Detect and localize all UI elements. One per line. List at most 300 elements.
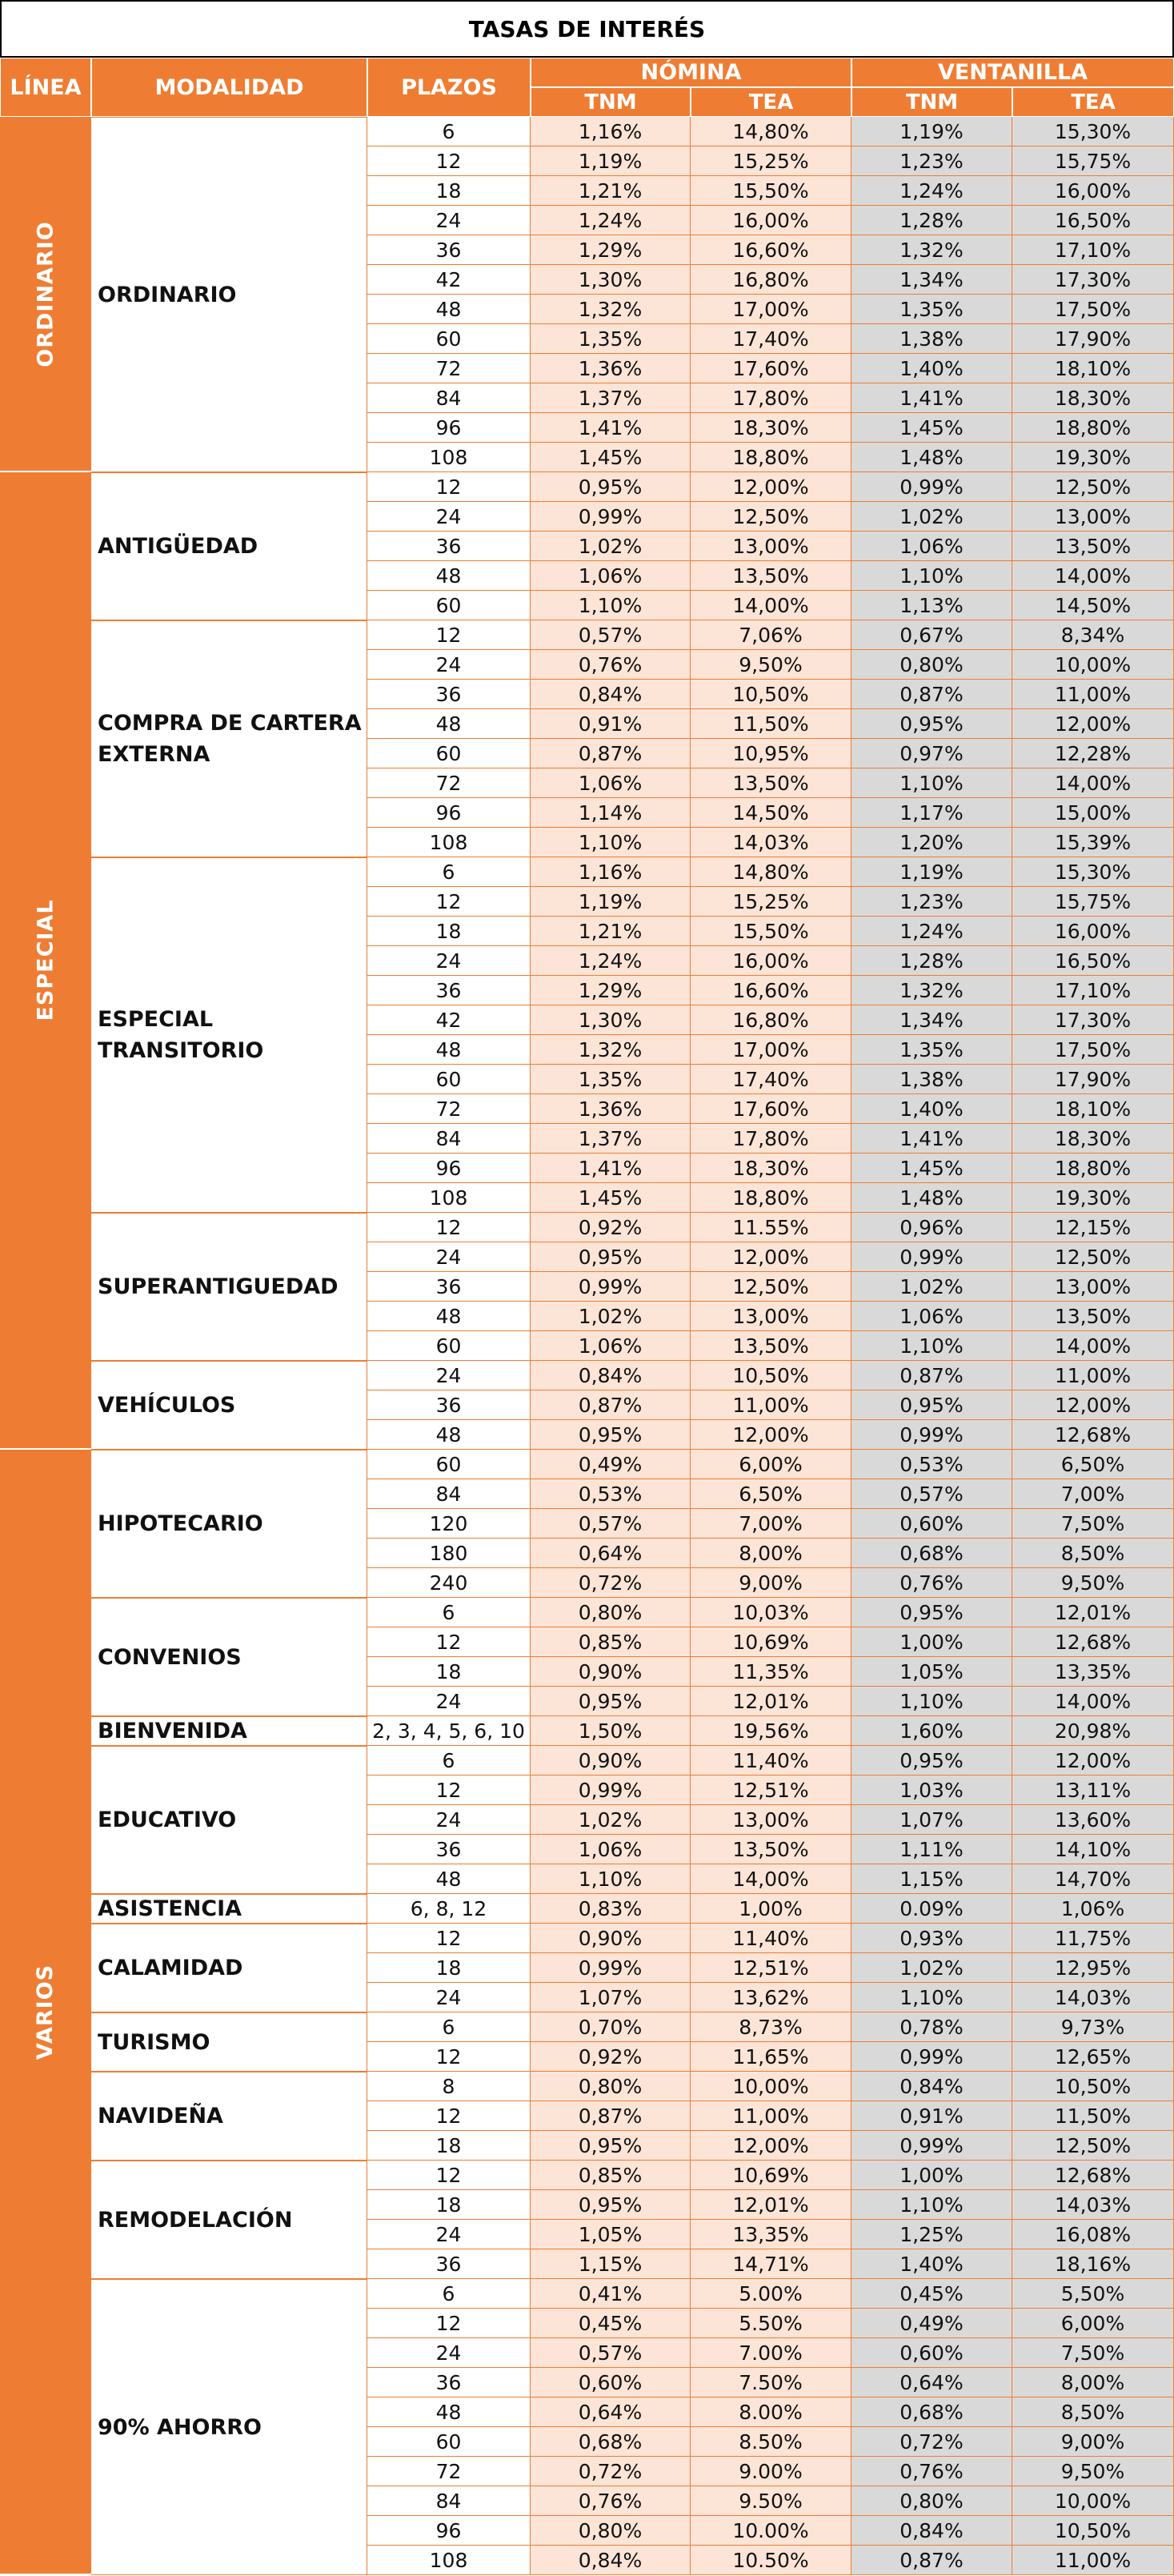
nomina-tnm-cell: 0,76% <box>531 2486 691 2516</box>
nomina-tea-cell: 14,80% <box>691 857 851 887</box>
nomina-tnm-cell: 1,10% <box>531 1864 691 1894</box>
ventanilla-tnm-cell: 0,99% <box>851 2131 1012 2161</box>
nomina-tnm-cell: 1,35% <box>531 1065 691 1094</box>
plazo-cell: 24 <box>367 1983 531 2012</box>
ventanilla-tnm-cell: 1,13% <box>851 591 1012 620</box>
linea-cell <box>0 117 91 472</box>
ventanilla-tea-cell: 14,00% <box>1012 1331 1174 1361</box>
ventanilla-tnm-cell: 1,10% <box>851 1331 1012 1361</box>
nomina-tea-cell: 14,00% <box>691 591 851 620</box>
plazo-cell: 12 <box>367 1776 531 1805</box>
nomina-tea-cell: 16,60% <box>691 235 851 265</box>
ventanilla-tnm-cell: 1,35% <box>851 295 1012 324</box>
nomina-tea-cell: 10,69% <box>691 2161 851 2190</box>
nomina-tnm-cell: 1,45% <box>531 1183 691 1213</box>
ventanilla-tea-cell: 8,00% <box>1012 2368 1174 2397</box>
nomina-tnm-cell: 0,68% <box>531 2427 691 2457</box>
table-title: TASAS DE INTERÉS <box>0 0 1174 58</box>
ventanilla-tnm-cell: 1,38% <box>851 324 1012 354</box>
nomina-tea-cell: 17,60% <box>691 354 851 383</box>
ventanilla-tnm-cell: 0,95% <box>851 1598 1012 1627</box>
ventanilla-tea-cell: 14,03% <box>1012 2190 1174 2220</box>
ventanilla-tea-cell: 14,00% <box>1012 561 1174 591</box>
ventanilla-tnm-cell: 1,19% <box>851 117 1012 146</box>
ventanilla-tnm-cell: 1,40% <box>851 354 1012 383</box>
nomina-tea-cell: 5.00% <box>691 2279 851 2309</box>
nomina-tea-cell: 9,50% <box>691 650 851 680</box>
ventanilla-tnm-cell: 0,99% <box>851 1420 1012 1450</box>
plazo-cell: 36 <box>367 2249 531 2279</box>
ventanilla-tea-cell: 12,01% <box>1012 1598 1174 1627</box>
ventanilla-tea-cell: 12,15% <box>1012 1213 1174 1242</box>
nomina-tea-cell: 12,51% <box>691 1953 851 1983</box>
nomina-tea-cell: 18,80% <box>691 443 851 472</box>
plazo-cell: 12 <box>367 1213 531 1242</box>
ventanilla-tnm-cell: 1,10% <box>851 1983 1012 2012</box>
nomina-tnm-cell: 1,41% <box>531 413 691 443</box>
ventanilla-tea-cell: 13,00% <box>1012 1272 1174 1302</box>
nomina-tnm-cell: 0,91% <box>531 709 691 739</box>
nomina-tea-cell: 7.00% <box>691 2338 851 2368</box>
nomina-tnm-cell: 0,87% <box>531 2101 691 2131</box>
plazo-cell: 18 <box>367 2190 531 2220</box>
ventanilla-tnm-cell: 0,80% <box>851 650 1012 680</box>
ventanilla-tea-cell: 12,95% <box>1012 1953 1174 1983</box>
nomina-tea-cell: 12,01% <box>691 2190 851 2220</box>
plazo-cell: 84 <box>367 383 531 413</box>
nomina-tnm-cell: 1,16% <box>531 117 691 146</box>
ventanilla-tea-cell: 17,30% <box>1012 1005 1174 1035</box>
nomina-tea-cell: 8.50% <box>691 2427 851 2457</box>
plazo-cell: 60 <box>367 2427 531 2457</box>
nomina-tnm-cell: 1,14% <box>531 798 691 828</box>
plazo-cell: 48 <box>367 295 531 324</box>
nomina-tea-cell: 12,51% <box>691 1776 851 1805</box>
modalidad-cell: HIPOTECARIO <box>91 1450 367 1598</box>
nomina-tea-cell: 10,00% <box>691 2072 851 2101</box>
header-ventanilla-tea: TEA <box>1012 87 1174 117</box>
plazo-cell: 48 <box>367 561 531 591</box>
plazo-cell: 6 <box>367 117 531 146</box>
plazo-cell: 8 <box>367 2072 531 2101</box>
linea-cell <box>0 472 91 1450</box>
linea-label: ESPECIAL <box>33 899 58 1021</box>
ventanilla-tea-cell: 5,50% <box>1012 2279 1174 2309</box>
ventanilla-tea-cell: 11,00% <box>1012 1361 1174 1390</box>
nomina-tnm-cell: 0,70% <box>531 2012 691 2042</box>
nomina-tnm-cell: 1,21% <box>531 176 691 206</box>
modalidad-cell: ESPECIAL TRANSITORIO <box>91 857 367 1213</box>
ventanilla-tnm-cell: 1,41% <box>851 383 1012 413</box>
linea-cell <box>0 1450 91 2575</box>
ventanilla-tea-cell: 17,10% <box>1012 976 1174 1005</box>
ventanilla-tea-cell: 11,00% <box>1012 2546 1174 2575</box>
nomina-tnm-cell: 0,95% <box>531 1687 691 1716</box>
nomina-tea-cell: 10,69% <box>691 1627 851 1657</box>
ventanilla-tea-cell: 8,50% <box>1012 1539 1174 1568</box>
nomina-tnm-cell: 0,84% <box>531 1361 691 1390</box>
ventanilla-tnm-cell: 0,78% <box>851 2012 1012 2042</box>
plazo-cell: 36 <box>367 532 531 561</box>
nomina-tnm-cell: 0,85% <box>531 2161 691 2190</box>
header-nomina: NÓMINA <box>531 58 851 87</box>
plazo-cell: 48 <box>367 2397 531 2427</box>
ventanilla-tnm-cell: 0,95% <box>851 1390 1012 1420</box>
plazo-cell: 120 <box>367 1509 531 1539</box>
modalidad-cell: TURISMO <box>91 2012 367 2072</box>
ventanilla-tnm-cell: 1,24% <box>851 176 1012 206</box>
ventanilla-tnm-cell: 1,19% <box>851 857 1012 887</box>
ventanilla-tnm-cell: 1,10% <box>851 2190 1012 2220</box>
nomina-tnm-cell: 1,41% <box>531 1154 691 1183</box>
plazo-cell: 12 <box>367 2101 531 2131</box>
plazo-cell: 12 <box>367 146 531 176</box>
ventanilla-tea-cell: 12,68% <box>1012 1420 1174 1450</box>
nomina-tnm-cell: 0,99% <box>531 1776 691 1805</box>
ventanilla-tnm-cell: 1,17% <box>851 798 1012 828</box>
ventanilla-tnm-cell: 0,95% <box>851 709 1012 739</box>
header-ventanilla: VENTANILLA <box>851 58 1174 87</box>
ventanilla-tnm-cell: 1,41% <box>851 1124 1012 1154</box>
ventanilla-tea-cell: 12,28% <box>1012 739 1174 768</box>
nomina-tea-cell: 6,00% <box>691 1450 851 1479</box>
ventanilla-tea-cell: 17,50% <box>1012 1035 1174 1065</box>
nomina-tnm-cell: 1,06% <box>531 1835 691 1864</box>
nomina-tnm-cell: 1,06% <box>531 561 691 591</box>
nomina-tnm-cell: 0,80% <box>531 1598 691 1627</box>
nomina-tea-cell: 8,00% <box>691 1539 851 1568</box>
nomina-tea-cell: 12,00% <box>691 472 851 502</box>
ventanilla-tea-cell: 12,00% <box>1012 1746 1174 1776</box>
ventanilla-tea-cell: 17,90% <box>1012 1065 1174 1094</box>
nomina-tea-cell: 13,00% <box>691 1302 851 1331</box>
plazo-cell: 12 <box>367 1627 531 1657</box>
nomina-tea-cell: 11,65% <box>691 2042 851 2072</box>
nomina-tnm-cell: 0,99% <box>531 1272 691 1302</box>
ventanilla-tea-cell: 20,98% <box>1012 1716 1174 1746</box>
nomina-tea-cell: 17,00% <box>691 1035 851 1065</box>
ventanilla-tnm-cell: 1,45% <box>851 413 1012 443</box>
ventanilla-tnm-cell: 1,23% <box>851 146 1012 176</box>
nomina-tea-cell: 13,35% <box>691 2220 851 2249</box>
nomina-tea-cell: 5.50% <box>691 2309 851 2338</box>
nomina-tnm-cell: 1,16% <box>531 857 691 887</box>
nomina-tea-cell: 15,25% <box>691 887 851 917</box>
ventanilla-tea-cell: 10,00% <box>1012 2486 1174 2516</box>
nomina-tnm-cell: 1,45% <box>531 443 691 472</box>
plazo-cell: 108 <box>367 1183 531 1213</box>
nomina-tea-cell: 16,60% <box>691 976 851 1005</box>
nomina-tea-cell: 14,71% <box>691 2249 851 2279</box>
nomina-tea-cell: 8,73% <box>691 2012 851 2042</box>
plazo-cell: 48 <box>367 709 531 739</box>
nomina-tnm-cell: 1,37% <box>531 383 691 413</box>
nomina-tea-cell: 13,50% <box>691 1331 851 1361</box>
ventanilla-tnm-cell: 1,48% <box>851 1183 1012 1213</box>
nomina-tea-cell: 14,00% <box>691 1864 851 1894</box>
nomina-tnm-cell: 0,95% <box>531 2190 691 2220</box>
nomina-tnm-cell: 1,29% <box>531 235 691 265</box>
plazo-cell: 36 <box>367 2368 531 2397</box>
ventanilla-tnm-cell: 0,97% <box>851 739 1012 768</box>
ventanilla-tnm-cell: 1,00% <box>851 1627 1012 1657</box>
nomina-tnm-cell: 0,95% <box>531 1242 691 1272</box>
ventanilla-tea-cell: 18,30% <box>1012 1124 1174 1154</box>
nomina-tnm-cell: 0,53% <box>531 1479 691 1509</box>
nomina-tnm-cell: 0,83% <box>531 1894 691 1924</box>
plazo-cell: 24 <box>367 1361 531 1390</box>
modalidad-cell: REMODELACIÓN <box>91 2161 367 2279</box>
linea-label: ORDINARIO <box>33 220 58 367</box>
plazo-cell: 42 <box>367 265 531 295</box>
ventanilla-tnm-cell: 1,06% <box>851 532 1012 561</box>
ventanilla-tnm-cell: 0,57% <box>851 1479 1012 1509</box>
plazo-cell: 6 <box>367 2279 531 2309</box>
nomina-tea-cell: 12,00% <box>691 1242 851 1272</box>
plazo-cell: 24 <box>367 1805 531 1835</box>
nomina-tea-cell: 16,80% <box>691 265 851 295</box>
ventanilla-tnm-cell: 0,95% <box>851 1746 1012 1776</box>
ventanilla-tea-cell: 16,50% <box>1012 206 1174 235</box>
plazo-cell: 12 <box>367 887 531 917</box>
ventanilla-tea-cell: 15,00% <box>1012 798 1174 828</box>
plazo-cell: 84 <box>367 1124 531 1154</box>
ventanilla-tea-cell: 8,34% <box>1012 620 1174 650</box>
modalidad-cell: EDUCATIVO <box>91 1746 367 1894</box>
nomina-tnm-cell: 0,45% <box>531 2309 691 2338</box>
plazo-cell: 60 <box>367 591 531 620</box>
nomina-tea-cell: 12,00% <box>691 1420 851 1450</box>
plazo-cell: 48 <box>367 1035 531 1065</box>
ventanilla-tnm-cell: 0,72% <box>851 2427 1012 2457</box>
ventanilla-tnm-cell: 0,99% <box>851 2042 1012 2072</box>
nomina-tnm-cell: 0,76% <box>531 650 691 680</box>
nomina-tea-cell: 13,62% <box>691 1983 851 2012</box>
ventanilla-tnm-cell: 0,64% <box>851 2368 1012 2397</box>
ventanilla-tea-cell: 6,00% <box>1012 2309 1174 2338</box>
plazo-cell: 36 <box>367 976 531 1005</box>
nomina-tea-cell: 13,00% <box>691 1805 851 1835</box>
ventanilla-tea-cell: 11,00% <box>1012 680 1174 709</box>
ventanilla-tea-cell: 14,10% <box>1012 1835 1174 1864</box>
header-ventanilla-tnm: TNM <box>851 87 1012 117</box>
ventanilla-tea-cell: 11,50% <box>1012 2101 1174 2131</box>
nomina-tea-cell: 17,40% <box>691 1065 851 1094</box>
nomina-tnm-cell: 1,50% <box>531 1716 691 1746</box>
plazo-cell: 36 <box>367 1272 531 1302</box>
ventanilla-tea-cell: 12,50% <box>1012 1242 1174 1272</box>
ventanilla-tnm-cell: 1,10% <box>851 768 1012 798</box>
nomina-tea-cell: 11,50% <box>691 709 851 739</box>
plazo-cell: 60 <box>367 1450 531 1479</box>
ventanilla-tnm-cell: 1,10% <box>851 1687 1012 1716</box>
ventanilla-tea-cell: 12,65% <box>1012 2042 1174 2072</box>
nomina-tea-cell: 13,50% <box>691 561 851 591</box>
plazo-cell: 108 <box>367 2546 531 2575</box>
plazo-cell: 42 <box>367 1005 531 1035</box>
nomina-tea-cell: 13,00% <box>691 532 851 561</box>
ventanilla-tea-cell: 15,75% <box>1012 887 1174 917</box>
nomina-tnm-cell: 0,64% <box>531 2397 691 2427</box>
plazo-cell: 180 <box>367 1539 531 1568</box>
ventanilla-tnm-cell: 0,99% <box>851 472 1012 502</box>
plazo-cell: 72 <box>367 2457 531 2486</box>
ventanilla-tea-cell: 9,50% <box>1012 2457 1174 2486</box>
nomina-tea-cell: 18,30% <box>691 413 851 443</box>
nomina-tea-cell: 17,40% <box>691 324 851 354</box>
nomina-tnm-cell: 1,24% <box>531 206 691 235</box>
plazo-cell: 60 <box>367 1331 531 1361</box>
ventanilla-tea-cell: 13,50% <box>1012 1302 1174 1331</box>
plazo-cell: 18 <box>367 917 531 946</box>
nomina-tea-cell: 13,50% <box>691 1835 851 1864</box>
ventanilla-tea-cell: 9,50% <box>1012 1568 1174 1598</box>
ventanilla-tnm-cell: 0,84% <box>851 2516 1012 2546</box>
nomina-tea-cell: 14,03% <box>691 828 851 857</box>
nomina-tea-cell: 15,50% <box>691 917 851 946</box>
ventanilla-tea-cell: 19,30% <box>1012 443 1174 472</box>
ventanilla-tea-cell: 11,75% <box>1012 1924 1174 1953</box>
nomina-tea-cell: 8.00% <box>691 2397 851 2427</box>
ventanilla-tea-cell: 16,00% <box>1012 917 1174 946</box>
ventanilla-tnm-cell: 0,45% <box>851 2279 1012 2309</box>
ventanilla-tnm-cell: 1,24% <box>851 917 1012 946</box>
nomina-tnm-cell: 1,36% <box>531 354 691 383</box>
nomina-tnm-cell: 1,19% <box>531 146 691 176</box>
ventanilla-tnm-cell: 1,48% <box>851 443 1012 472</box>
plazo-cell: 36 <box>367 235 531 265</box>
plazo-cell: 18 <box>367 176 531 206</box>
ventanilla-tnm-cell: 0,60% <box>851 1509 1012 1539</box>
modalidad-cell: VEHÍCULOS <box>91 1361 367 1450</box>
plazo-cell: 48 <box>367 1420 531 1450</box>
nomina-tea-cell: 12,00% <box>691 2131 851 2161</box>
nomina-tnm-cell: 1,05% <box>531 2220 691 2249</box>
nomina-tnm-cell: 0,90% <box>531 1746 691 1776</box>
ventanilla-tea-cell: 15,75% <box>1012 146 1174 176</box>
nomina-tnm-cell: 0,90% <box>531 1924 691 1953</box>
nomina-tnm-cell: 0,64% <box>531 1539 691 1568</box>
plazo-cell: 6 <box>367 857 531 887</box>
ventanilla-tnm-cell: 1,20% <box>851 828 1012 857</box>
ventanilla-tea-cell: 18,10% <box>1012 1094 1174 1124</box>
ventanilla-tea-cell: 12,00% <box>1012 709 1174 739</box>
ventanilla-tnm-cell: 1,05% <box>851 1657 1012 1687</box>
nomina-tnm-cell: 0,57% <box>531 2338 691 2368</box>
nomina-tnm-cell: 0,92% <box>531 1213 691 1242</box>
nomina-tea-cell: 10,50% <box>691 680 851 709</box>
nomina-tnm-cell: 0,85% <box>531 1627 691 1657</box>
plazo-cell: 36 <box>367 680 531 709</box>
nomina-tea-cell: 9.50% <box>691 2486 851 2516</box>
nomina-tea-cell: 11.55% <box>691 1213 851 1242</box>
plazo-cell: 108 <box>367 443 531 472</box>
plazo-cell: 24 <box>367 1242 531 1272</box>
ventanilla-tnm-cell: 1,45% <box>851 1154 1012 1183</box>
ventanilla-tnm-cell: 1,02% <box>851 502 1012 532</box>
ventanilla-tnm-cell: 0,67% <box>851 620 1012 650</box>
ventanilla-tea-cell: 12,68% <box>1012 2161 1174 2190</box>
nomina-tea-cell: 12,50% <box>691 1272 851 1302</box>
plazo-cell: 24 <box>367 2220 531 2249</box>
plazo-cell: 18 <box>367 1657 531 1687</box>
nomina-tnm-cell: 1,19% <box>531 887 691 917</box>
nomina-tnm-cell: 1,06% <box>531 768 691 798</box>
plazo-cell: 72 <box>367 354 531 383</box>
plazo-cell: 96 <box>367 413 531 443</box>
modalidad-cell: SUPERANTIGUEDAD <box>91 1213 367 1361</box>
nomina-tnm-cell: 0,80% <box>531 2072 691 2101</box>
nomina-tnm-cell: 1,10% <box>531 591 691 620</box>
ventanilla-tea-cell: 13,35% <box>1012 1657 1174 1687</box>
plazo-cell: 24 <box>367 2338 531 2368</box>
plazo-cell: 84 <box>367 2486 531 2516</box>
linea-label: VARIOS <box>33 1964 58 2060</box>
nomina-tea-cell: 18,30% <box>691 1154 851 1183</box>
plazo-cell: 18 <box>367 2131 531 2161</box>
nomina-tea-cell: 6,50% <box>691 1479 851 1509</box>
nomina-tea-cell: 14,50% <box>691 798 851 828</box>
modalidad-cell: COMPRA DE CARTERA EXTERNA <box>91 620 367 857</box>
nomina-tnm-cell: 1,32% <box>531 1035 691 1065</box>
ventanilla-tea-cell: 14,03% <box>1012 1983 1174 2012</box>
nomina-tea-cell: 9,00% <box>691 1568 851 1598</box>
nomina-tea-cell: 16,00% <box>691 946 851 976</box>
nomina-tea-cell: 16,00% <box>691 206 851 235</box>
ventanilla-tnm-cell: 1,00% <box>851 2161 1012 2190</box>
plazo-cell: 6, 8, 12 <box>367 1894 531 1924</box>
ventanilla-tnm-cell: 0,93% <box>851 1924 1012 1953</box>
ventanilla-tea-cell: 18,30% <box>1012 383 1174 413</box>
plazo-cell: 72 <box>367 768 531 798</box>
nomina-tea-cell: 11,00% <box>691 1390 851 1420</box>
ventanilla-tnm-cell: 1,34% <box>851 265 1012 295</box>
ventanilla-tnm-cell: 1,02% <box>851 1272 1012 1302</box>
plazo-cell: 12 <box>367 2309 531 2338</box>
modalidad-cell: ASISTENCIA <box>91 1894 367 1924</box>
ventanilla-tea-cell: 7,50% <box>1012 1509 1174 1539</box>
nomina-tnm-cell: 0,95% <box>531 1420 691 1450</box>
ventanilla-tea-cell: 17,30% <box>1012 265 1174 295</box>
nomina-tea-cell: 13,50% <box>691 768 851 798</box>
nomina-tnm-cell: 1,37% <box>531 1124 691 1154</box>
ventanilla-tnm-cell: 1,60% <box>851 1716 1012 1746</box>
nomina-tea-cell: 17,60% <box>691 1094 851 1124</box>
ventanilla-tea-cell: 14,50% <box>1012 591 1174 620</box>
ventanilla-tnm-cell: 1,40% <box>851 1094 1012 1124</box>
ventanilla-tea-cell: 18,80% <box>1012 1154 1174 1183</box>
ventanilla-tnm-cell: 1,32% <box>851 235 1012 265</box>
plazo-cell: 60 <box>367 1065 531 1094</box>
ventanilla-tea-cell: 15,30% <box>1012 857 1174 887</box>
ventanilla-tnm-cell: 0,60% <box>851 2338 1012 2368</box>
nomina-tnm-cell: 0,87% <box>531 739 691 768</box>
nomina-tnm-cell: 0,72% <box>531 1568 691 1598</box>
nomina-tnm-cell: 1,30% <box>531 1005 691 1035</box>
nomina-tnm-cell: 0,92% <box>531 2042 691 2072</box>
nomina-tnm-cell: 0,49% <box>531 1450 691 1479</box>
nomina-tnm-cell: 1,21% <box>531 917 691 946</box>
ventanilla-tea-cell: 12,68% <box>1012 1627 1174 1657</box>
plazo-cell: 12 <box>367 472 531 502</box>
plazo-cell: 96 <box>367 798 531 828</box>
modalidad-cell: 90% AHORRO <box>91 2279 367 2575</box>
ventanilla-tea-cell: 18,10% <box>1012 354 1174 383</box>
nomina-tea-cell: 16,80% <box>691 1005 851 1035</box>
ventanilla-tea-cell: 13,50% <box>1012 532 1174 561</box>
ventanilla-tea-cell: 18,16% <box>1012 2249 1174 2279</box>
plazo-cell: 96 <box>367 1154 531 1183</box>
